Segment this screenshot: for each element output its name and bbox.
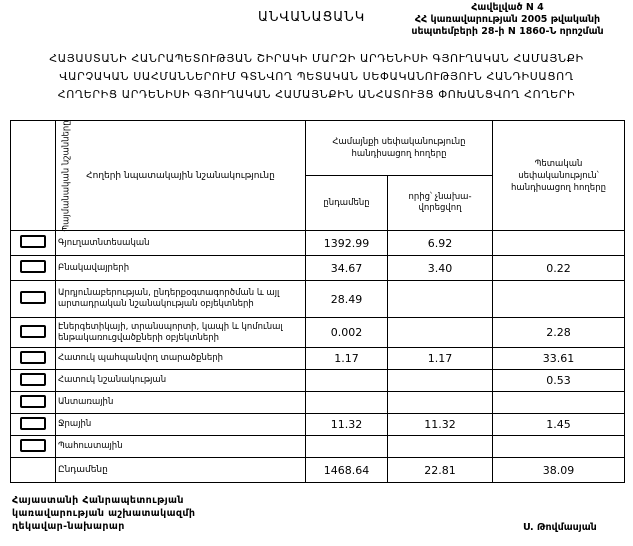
row-name: Հատուկ պահպանվող տարածքների: [56, 348, 306, 370]
legend-box: [20, 291, 46, 304]
row-total: [306, 436, 388, 458]
legend-box: [20, 439, 46, 452]
row-total: 34.67: [306, 256, 388, 281]
row-total: 28.49: [306, 281, 388, 318]
row-name: Էներգետիկայի, տրանսպորտի, կապի և կոմունալ ենթակառուցվածքների օբյեկտների: [56, 318, 306, 348]
table-row: [11, 436, 625, 458]
position-line: Հայաստանի Հանրապետության: [12, 495, 184, 506]
heading-line: ՀՈՂԵՐԻՑ ԱՐԴԵՆԻՍԻ ԳՅՈՒՂԱԿԱՆ ՀԱՄԱՅՆՔԻՆ ԱՆՀԱՏՈՒՅՑ ՓՈԽԱՆՑՎՈՂ ՀՈՂԵՐԻ: [57, 88, 576, 101]
legend-box: [20, 417, 46, 430]
name-column-header: Հողերի նպատակային նշանակությունը: [56, 121, 306, 231]
appendix-line: սեպտեմբերի 28-ի N 1860-Ն որոշման: [411, 26, 604, 37]
row-name: Անտառային: [56, 392, 306, 414]
table-row: [11, 414, 625, 436]
document-title: ԱՆՎԱՆԱՑԱՆԿ: [258, 10, 366, 25]
legend-box: [20, 351, 46, 364]
arable-subheader: որից՝ չնախա- վորեցվող: [388, 176, 493, 231]
code-column-header: Պայմանական նշանները: [11, 121, 56, 231]
row-arable: [388, 281, 493, 318]
row-state: 33.61: [493, 348, 625, 370]
row-state: [493, 392, 625, 414]
signatory-name: Ս. Թովմասյան: [523, 522, 597, 533]
row-state: [493, 231, 625, 256]
appendix-line: ՀՀ կառավարության 2005 թվականի: [414, 14, 601, 25]
row-total: 1392.99: [306, 231, 388, 256]
row-arable: 3.40: [388, 256, 493, 281]
grand-state: 38.09: [493, 458, 625, 483]
row-name: Պահուստային: [56, 436, 306, 458]
land-table: [10, 120, 625, 483]
row-arable: 11.32: [388, 414, 493, 436]
heading-line: ՎԱՐՉԱԿԱՆ ՍԱՀՄԱՆՆԵՐՈՒՄ ԳՏՆՎՈՂ ՊԵՏԱԿԱՆ ՍԵՓԱԿԱՆՈՒԹՅՈՒՆ ՀԱՆԴԻՍԱՑՈՂ: [59, 70, 574, 83]
row-state: 0.22: [493, 256, 625, 281]
row-arable: [388, 370, 493, 392]
grand-arable: 22.81: [388, 458, 493, 483]
heading-line: ՀԱՅԱՍՏԱՆԻ ՀԱՆՐԱՊԵՏՈՒԹՅԱՆ ՇԻՐԱԿԻ ՄԱՐԶԻ ԱՐԴԵՆԻՍԻ ԳՅՈՒՂԱԿԱՆ ՀԱՄԱՅՆՔԻ: [49, 52, 584, 65]
table-row: [11, 231, 625, 256]
row-arable: 1.17: [388, 348, 493, 370]
total-row: [11, 458, 625, 483]
row-state: [493, 281, 625, 318]
row-name: Գյուղատնտեսական: [56, 231, 306, 256]
legend-box: [20, 260, 46, 273]
legend-box: [20, 373, 46, 386]
legend-box: [20, 235, 46, 248]
document-heading: [0, 50, 633, 104]
position-line: ղեկավար-նախարար: [12, 521, 125, 532]
table-row: [11, 370, 625, 392]
table-header-row: [11, 121, 625, 176]
position-line: կառավարության աշխատակազմի: [12, 508, 196, 519]
row-name: Ջրային: [56, 414, 306, 436]
row-arable: [388, 318, 493, 348]
legend-box: [20, 325, 46, 338]
table-row: [11, 392, 625, 414]
total-subheader: ընդամենը: [306, 176, 388, 231]
row-arable: [388, 436, 493, 458]
grand-total: 1468.64: [306, 458, 388, 483]
table-row: [11, 256, 625, 281]
row-total: [306, 392, 388, 414]
table-row: [11, 348, 625, 370]
row-name: Արդյունաբերության, ընդերքօգտագործման և այլ արտադրական նշանակության օբյեկտների: [56, 281, 306, 318]
row-name: Բնակավայրերի: [56, 256, 306, 281]
row-arable: [388, 392, 493, 414]
signatory-position: [12, 494, 195, 533]
table-row: [11, 281, 625, 318]
row-total: 1.17: [306, 348, 388, 370]
appendix-line: Հավելված N 4: [471, 2, 544, 13]
row-name: Հատուկ նշանակության: [56, 370, 306, 392]
row-total: [306, 370, 388, 392]
appendix-note: [395, 2, 620, 38]
total-label: Ընդամենը: [56, 458, 306, 483]
community-group-header: Համայնքի սեփականությունը հանդիսացող հողերը: [306, 121, 493, 176]
legend-box: [20, 395, 46, 408]
row-total: 11.32: [306, 414, 388, 436]
row-state: [493, 436, 625, 458]
row-state: 0.53: [493, 370, 625, 392]
row-state: 2.28: [493, 318, 625, 348]
row-state: 1.45: [493, 414, 625, 436]
state-column-header: Պետական սեփականություն՝ հանդիսացող հողերը: [493, 121, 625, 231]
row-arable: 6.92: [388, 231, 493, 256]
table-row: [11, 318, 625, 348]
row-total: 0.002: [306, 318, 388, 348]
